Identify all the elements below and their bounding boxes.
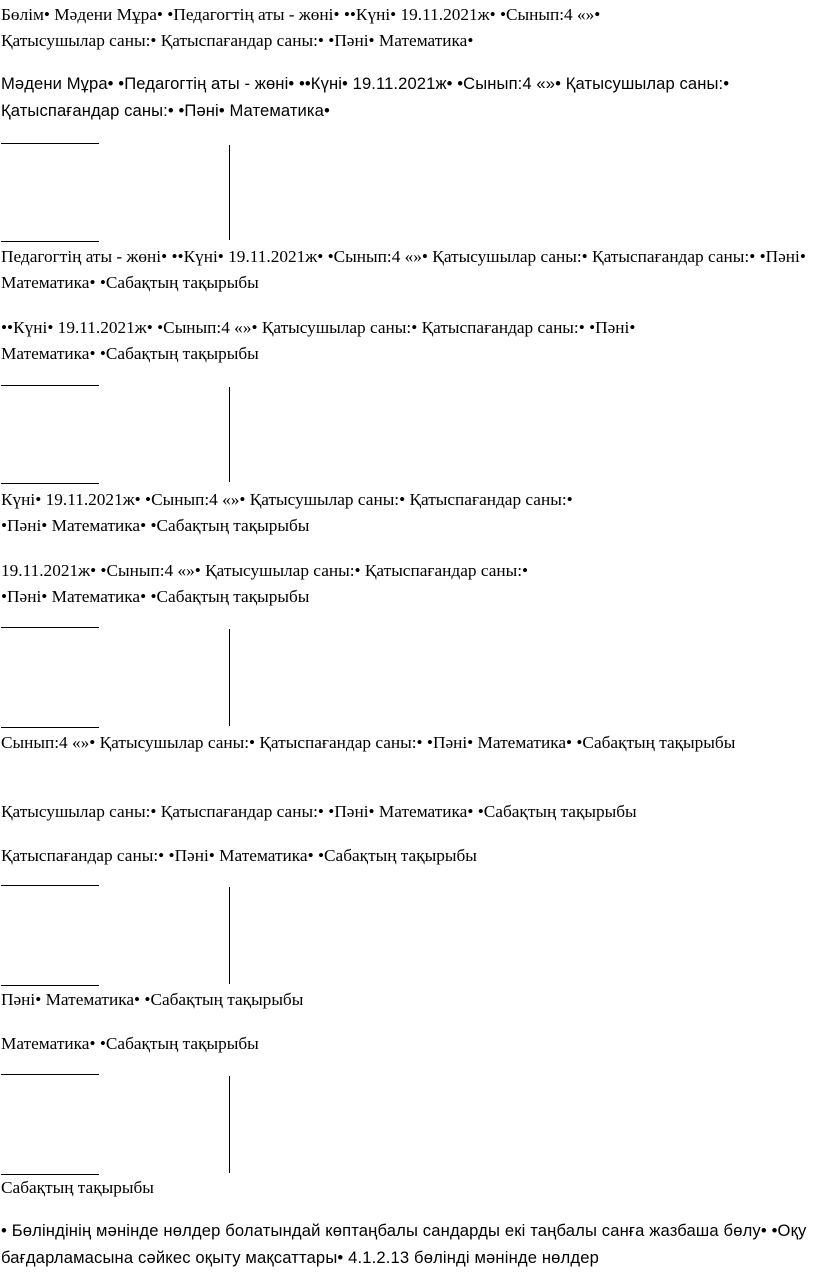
- text-block-12: Сабақтың тақырыбы: [1, 1178, 154, 1197]
- text-block-8: Қатысушылар саны:• Қатыспағандар саны:• •Пәні• Математика• •Сабақтың тақырыбы: [1, 802, 637, 821]
- separator-line-top: [1, 1074, 99, 1075]
- text-block-6: 19.11.2021ж• •Сынып:4 «»• Қатысушылар саны:• Қатыспағандар саны:• •Пәні• Математика• •Сабақтың тақырыбы: [1, 561, 529, 606]
- separator-line-bottom: [1, 241, 99, 242]
- separator-line-bottom: [1, 985, 99, 986]
- separator-line-bottom: [1, 483, 99, 484]
- text-block-3: Педагогтің аты - жөні• ••Күні• 19.11.2021ж• •Сынып:4 «»• Қатысушылар саны:• Қатыспағандар саны:• •Пәні• Математика• •Сабақтың тақырыбы: [1, 247, 806, 292]
- separator-line-top: [1, 627, 99, 628]
- separator-line-vertical: [229, 387, 230, 482]
- text-block-11: Математика• •Сабақтың тақырыбы: [1, 1034, 259, 1053]
- separator-line-top: [1, 385, 99, 386]
- separator-line-bottom: [1, 727, 99, 728]
- text-block-10: Пәні• Математика• •Сабақтың тақырыбы: [1, 990, 304, 1009]
- separator-line-vertical: [229, 629, 230, 726]
- text-block-1: Бөлім• Мәдени Мұра• •Педагогтің аты - жөні• ••Күні• 19.11.2021ж• •Сынып:4 «»• Қатысушылар саны:• Қатыспағандар саны:• •Пәні• Математика•: [1, 5, 601, 50]
- text-block-4: ••Күні• 19.11.2021ж• •Сынып:4 «»• Қатысушылар саны:• Қатыспағандар саны:• •Пәні• Математика• •Сабақтың тақырыбы: [1, 318, 636, 363]
- text-block-2: Мәдени Мұра• •Педагогтің аты - жөні• ••Күні• 19.11.2021ж• •Сынып:4 «»• Қатысушылар саны:• Қатыспағандар саны:• •Пәні• Математика•: [1, 74, 730, 120]
- separator-line-vertical: [229, 145, 230, 240]
- separator-line-top: [1, 143, 99, 144]
- text-block-5: Күні• 19.11.2021ж• •Сынып:4 «»• Қатысушылар саны:• Қатыспағандар саны:• •Пәні• Математика• •Сабақтың тақырыбы: [1, 490, 573, 535]
- text-block-9: Қатыспағандар саны:• •Пәні• Математика• •Сабақтың тақырыбы: [1, 846, 477, 865]
- text-block-7: Сынып:4 «»• Қатысушылар саны:• Қатыспағандар саны:• •Пәні• Математика• •Сабақтың тақырыбы: [1, 733, 736, 752]
- text-block-13: • Бөліндінің мәнінде нөлдер болатындай көптаңбалы сандарды екі таңбалы санға жазбаша бөлу• •Оқу бағдарламасына сәйкес оқыту мақсаттары• 4.1.2.13 бөлінді мәнінде нөлдер: [1, 1221, 807, 1267]
- separator-line-vertical: [229, 1076, 230, 1173]
- separator-line-top: [1, 885, 99, 886]
- separator-line-vertical: [229, 887, 230, 984]
